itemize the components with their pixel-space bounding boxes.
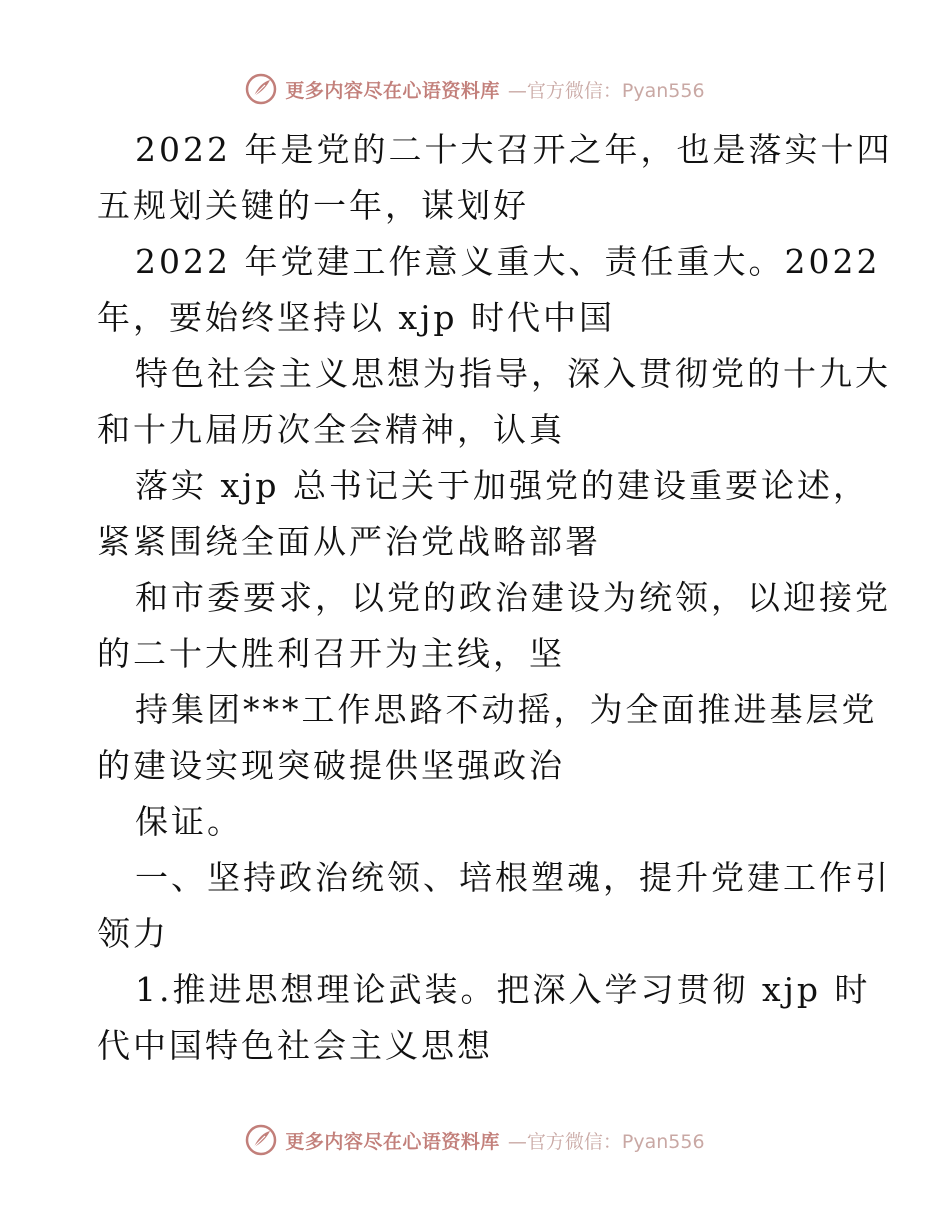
section-heading: 一、坚持政治统领、培根塑魂，提升党建工作引 [135,858,891,897]
body-line: 的建设实现突破提供坚强政治 [97,746,565,785]
body-line: 和市委要求，以党的政治建设为统领，以迎接党 [135,578,891,617]
body-line: 和十九届历次全会精神，认真 [97,410,565,449]
body-line: 年，要始终坚持以 xjp 时代中国 [97,298,615,337]
header-watermark-main: 更多内容尽在心语资料库 [285,79,500,102]
body-line: 紧紧围绕全面从严治党战略部署 [97,522,601,561]
document-body [97,122,893,1074]
header-watermark [0,73,950,105]
body-line: 五规划关键的一年，谋划好 [97,186,529,225]
body-line: 保证。 [135,802,243,841]
body-line: 落实 xjp 总书记关于加强党的建设重要论述， [135,466,869,505]
feather-pen-logo-icon [245,1124,277,1156]
header-watermark-sub: —官方微信：Pyan556 [507,79,705,102]
body-line: 持集团***工作思路不动摇，为全面推进基层党 [135,690,878,729]
body-line: 特色社会主义思想为指导，深入贯彻党的十九大 [135,354,891,393]
body-line: 代中国特色社会主义思想 [97,1026,493,1065]
body-line: 2022 年是党的二十大召开之年，也是落实十四 [135,130,893,169]
section-heading-continued: 领力 [97,914,169,953]
body-line: 2022 年党建工作意义重大、责任重大。2022 [135,242,881,281]
body-line: 的二十大胜利召开为主线，坚 [97,634,565,673]
body-line: 1.推进思想理论武装。把深入学习贯彻 xjp 时 [135,970,871,1009]
footer-watermark-main: 更多内容尽在心语资料库 [285,1130,500,1153]
footer-watermark-sub: —官方微信：Pyan556 [507,1130,705,1153]
footer-watermark [0,1124,950,1156]
feather-pen-logo-icon [245,73,277,105]
